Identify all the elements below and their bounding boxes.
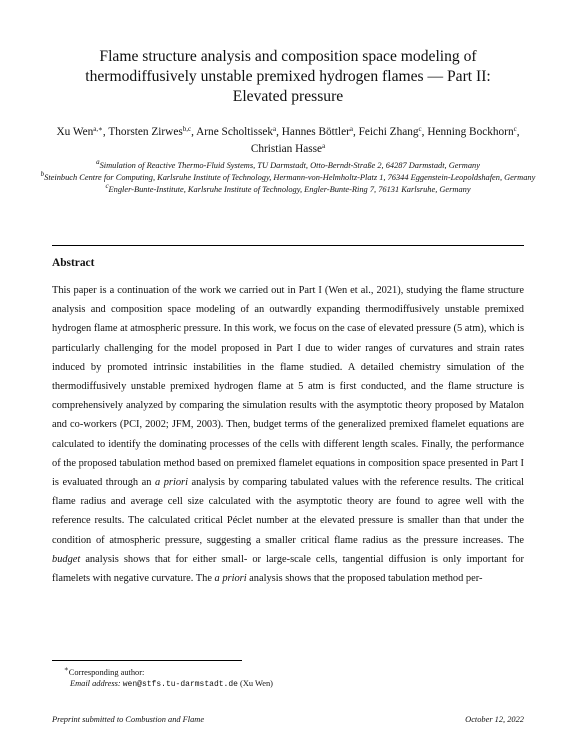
author: Xu Wen$^{a,∗}$ bbox=[56, 125, 103, 138]
affiliation: $^b$Steinbuch Centre for Computing, Karlsruhe Institute of Technology, Hermann-von-Helmholtz-Platz 1, 76344 Eggenstein-Leopoldshafen, Germany bbox=[40, 169, 536, 182]
footnote-divider bbox=[52, 660, 242, 661]
footnote: ∗Corresponding author: Email address: wen@stfs.tu-darmstadt.de (Xu Wen) bbox=[64, 665, 273, 689]
affiliation: $^a$Simulation of Reactive Thermo-Fluid Systems, TU Darmstadt, Otto-Berndt-Straße 2, 64287 Darmstadt, Germany bbox=[96, 158, 480, 170]
author: Feichi Zhang$^c$ bbox=[358, 125, 422, 138]
author-list: Xu Wen$^{a,∗}$, Thorsten Zirwes$^{b,c}$, Arne Scholtissek$^a$, Hannes Böttler$^a$, Feichi Zhang$^c$, Henning Bockhorn$^c$, Christian Hasse$^a$ bbox=[56, 125, 520, 155]
title-line-1: Flame structure analysis and composition space modeling of bbox=[99, 48, 477, 65]
author: Arne Scholtissek$^a$ bbox=[196, 125, 277, 138]
author: Henning Bockhorn$^c$ bbox=[427, 125, 517, 138]
header-divider bbox=[52, 245, 524, 246]
author: Thorsten Zirwes$^{b,c}$ bbox=[108, 125, 192, 138]
footer-date: October 12, 2022 bbox=[465, 715, 524, 724]
affiliation-list bbox=[40, 160, 536, 196]
paper-title bbox=[40, 47, 536, 107]
abstract-heading: Abstract bbox=[52, 257, 95, 269]
footer-journal: Preprint submitted to Combustion and Flame bbox=[52, 715, 205, 724]
author: Hannes Böttler$^a$ bbox=[281, 125, 353, 138]
title-line-3: Elevated pressure bbox=[232, 88, 344, 105]
affiliation: $^c$Engler-Bunte-Institute, Karlsruhe Institute of Technology, Engler-Bunte-Ring 7, 76131 Karlsruhe, Germany bbox=[105, 181, 471, 194]
title-line-2: thermodiffusively unstable premixed hydrogen flames — Part II: bbox=[85, 68, 491, 85]
email-link[interactable]: wen@stfs.tu-darmstadt.de bbox=[122, 680, 238, 689]
abstract-body: This paper is a continuation of the work we carried out in Part I (Wen et al., 2021), studying the flame structure analysis and composition space modeling of an outwardly expanding thermodiffusively unstable premixed hydrogen flame at atmospheric pressure. In this work, we focus on the case of elevated pressure (5 atm), which is particularly challenging for the model proposed in Part I due to wider ranges of curvatures and strain rates induced by promoted intrinsic instabilities in the flame studied. A detailed chemistry simulation of the thermodiffusively unstable premixed hydrogen flame at 5 atm is first conducted, and the flame structure is comprehensively analyzed by comparing the simulation results with the asymptotic theory proposed by Matalon and co-workers (PCI, 2002; JFM, 2003). Then, budget terms of the generalized premixed flamelet equations are calculated to identify the dominating processes of the cells with different length scales. Finally, the performance of the proposed tabulation method based on premixed flamelet equations in composition space presented in Part I is evaluated through an a priori analysis by comparing tabulated values with the reference results. The critical flame radius and average cell size calculated with the asymptotic theory are found to agree well with the reference results. The calculated critical Péclet number at the elevated pressure is smaller than that under the condition of atmospheric pressure, suggesting a smaller critical flame radius as the pressure increases. The budget analysis shows that for either small- or large-scale cells, tangential diffusion is only important for flamelets with negative curvature. The a priori analysis shows that the proposed tabulation method per- bbox=[52, 285, 525, 585]
author: Christian Hasse$^a$ bbox=[250, 142, 326, 155]
